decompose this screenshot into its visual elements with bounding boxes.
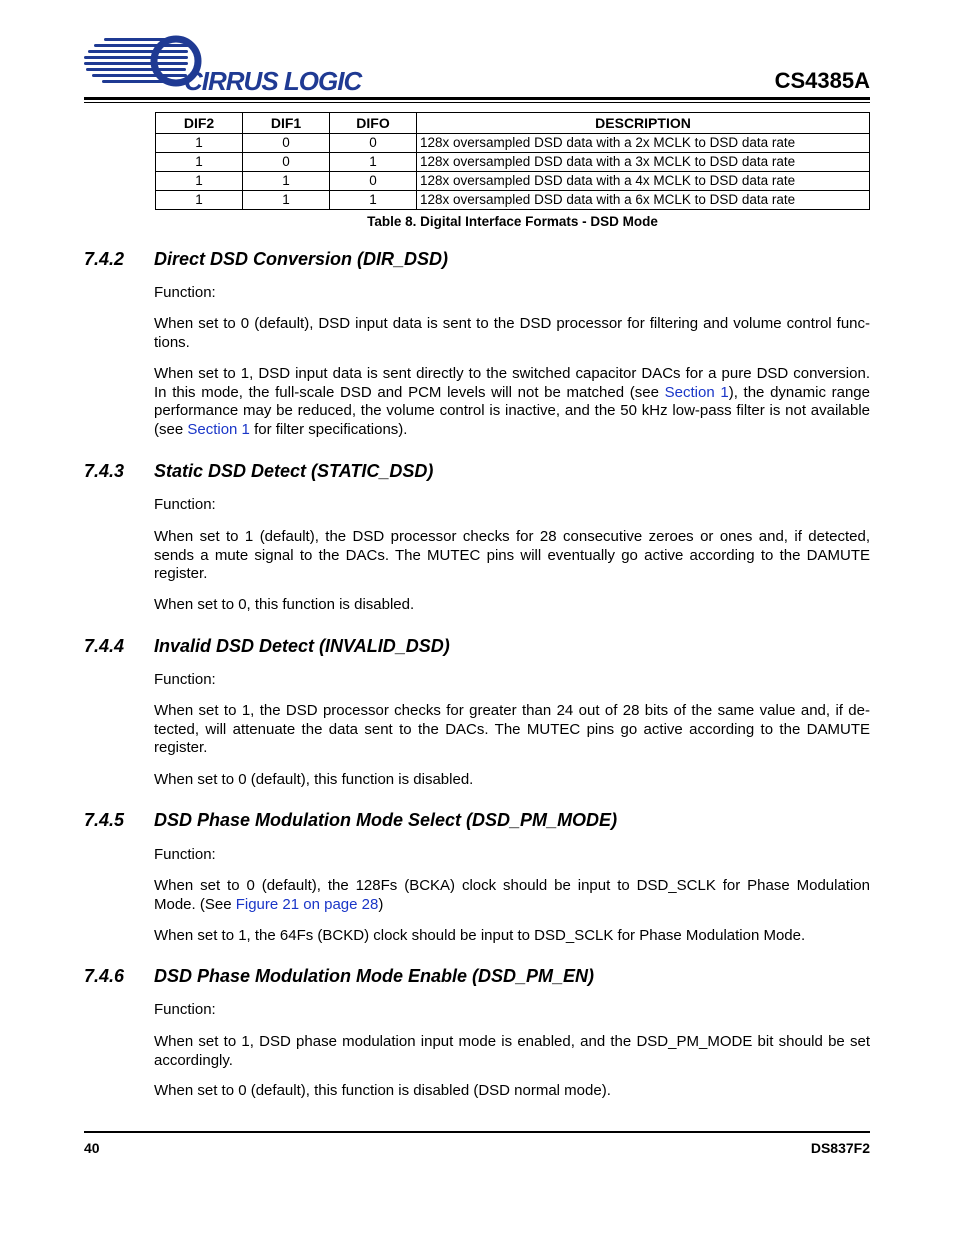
section-title-dsd-pm-mode: DSD Phase Modulation Mode Select (DSD_PM_MODE) <box>154 810 618 830</box>
table-cell: 1 <box>156 172 243 191</box>
function-label: Function: <box>154 671 216 688</box>
table-cell: 0 <box>243 153 330 172</box>
table-header-row <box>156 113 870 134</box>
function-label: Function: <box>154 284 216 301</box>
column-header-dif1: DIF1 <box>243 113 330 134</box>
table-cell: 128x oversampled DSD data with a 6x MCLK to DSD data rate <box>417 191 870 210</box>
paragraph: When set to 1, the 64Fs (BCKD) clock should be input to DSD_SCLK for Phase Modulation Mode. <box>154 927 806 944</box>
section-number: 7.4.6 <box>84 966 125 986</box>
table-cell: 0 <box>330 134 417 153</box>
section-number: 7.4.3 <box>84 461 125 481</box>
table-cell: 128x oversampled DSD data with a 3x MCLK to DSD data rate <box>417 153 870 172</box>
section-title-dsd-pm-en: DSD Phase Modulation Mode Enable (DSD_PM_EN) <box>154 966 595 986</box>
paragraph: When set to 0, this function is disabled. <box>154 596 415 613</box>
paragraph: When set to 0 (default), this function is disabled. <box>154 771 474 788</box>
table-row <box>156 134 870 153</box>
table-cell: 1 <box>156 134 243 153</box>
table-caption: Table 8. Digital Interface Formats - DSD Mode <box>367 214 658 229</box>
function-label: Function: <box>154 1001 216 1018</box>
table-cell: 1 <box>243 172 330 191</box>
section-title-dir-dsd: Direct DSD Conversion (DIR_DSD) <box>154 249 449 269</box>
table-row <box>156 153 870 172</box>
footer-rule <box>84 1131 870 1133</box>
table-cell: 128x oversampled DSD data with a 2x MCLK to DSD data rate <box>417 134 870 153</box>
page-number: 40 <box>84 1140 100 1156</box>
table-row <box>156 172 870 191</box>
logo-text: CIRRUS LOGIC <box>184 66 362 94</box>
table-cell: 128x oversampled DSD data with a 4x MCLK to DSD data rate <box>417 172 870 191</box>
section-number: 7.4.2 <box>84 249 125 269</box>
table-cell: 0 <box>243 134 330 153</box>
paragraph: When set to 0 (default), this function is disabled (DSD normal mode). <box>154 1082 611 1099</box>
paragraph: When set to 1 (default), the DSD processor checks for 28 consecutive zeroes or ones and, if detected, sends a mute signal to the DACs. The MUTEC pins will eventually go active according to the DAMUTE register. <box>154 528 870 583</box>
document-id: DS837F2 <box>810 1140 870 1156</box>
column-header-difo: DIFO <box>330 113 417 134</box>
column-header-dif2: DIF2 <box>156 113 243 134</box>
cirrus-logic-logo <box>84 34 364 94</box>
paragraph: When set to 1, the DSD processor checks for greater than 24 out of 28 bits of the same value and, if de-tected, will attenuate the data sent to the DACs. The MUTEC pins go active according to the DAMUTE register. <box>154 702 870 757</box>
function-label: Function: <box>154 496 216 513</box>
section-title-static-dsd: Static DSD Detect (STATIC_DSD) <box>154 461 434 481</box>
section-1-link[interactable]: Section 1 <box>664 383 729 401</box>
table-row <box>156 191 870 210</box>
part-number: CS4385A <box>774 68 870 93</box>
table-cell: 1 <box>156 153 243 172</box>
table-cell: 1 <box>156 191 243 210</box>
dsd-format-table <box>155 112 870 210</box>
header-rule <box>84 97 870 100</box>
figure-21-link[interactable]: Figure 21 on page 28 <box>235 895 379 913</box>
paragraph: When set to 0 (default), DSD input data is sent to the DSD processor for filtering and volume control func-tions. <box>154 315 870 351</box>
paragraph: When set to 1, DSD input data is sent directly to the switched capacitor DACs for a pure DSD conversion. In this mode, the full-scale DSD and PCM levels will not be matched (see Section 1), the dynamic range performance may be reduced, the volume control is inactive, and the 50 kHz low-pass filter is not available (see Section 1 for filter specifications). <box>154 365 870 439</box>
section-1-link[interactable]: Section 1 <box>187 421 250 439</box>
paragraph: When set to 1, DSD phase modulation input mode is enabled, and the DSD_PM_MODE bit should be set accordingly. <box>154 1033 870 1069</box>
section-title-invalid-dsd: Invalid DSD Detect (INVALID_DSD) <box>154 636 450 656</box>
section-number: 7.4.4 <box>84 636 125 656</box>
header-rule-thin <box>84 102 870 103</box>
table-cell: 1 <box>330 153 417 172</box>
table-cell: 1 <box>330 191 417 210</box>
column-header-description: DESCRIPTION <box>417 113 870 134</box>
paragraph: When set to 0 (default), the 128Fs (BCKA) clock should be input to DSD_SCLK for Phase Modulation Mode. (See Figure 21 on page 28) <box>154 877 870 913</box>
table-cell: 1 <box>243 191 330 210</box>
function-label: Function: <box>154 846 216 863</box>
table-cell: 0 <box>330 172 417 191</box>
section-number: 7.4.5 <box>84 810 125 830</box>
